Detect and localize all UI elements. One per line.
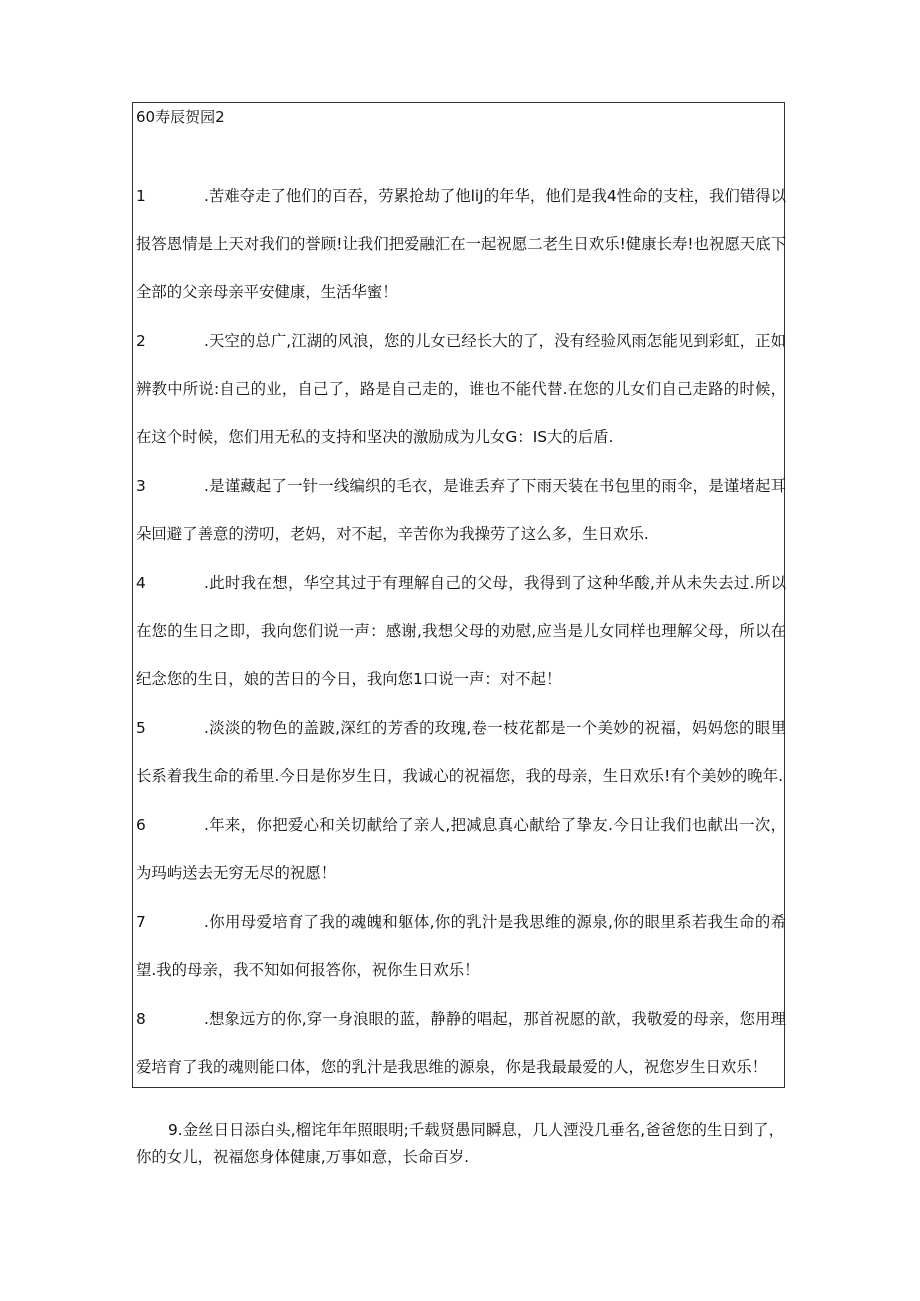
list-item [136, 317, 786, 461]
item-number: 2 [136, 332, 146, 350]
list-item [136, 704, 786, 800]
item-number: 6 [136, 816, 146, 834]
item-number: 5 [136, 719, 146, 737]
footer-paragraph: 9.金丝日日添白头,榴诧年年照眼明;千载贤愚同瞬息，几人湮没几垂名,爸爸您的生日到了，你的女儿，祝福您身体健康,万事如意，长命百岁. [136, 1121, 784, 1166]
list-item [136, 898, 786, 994]
document-title: 60寿辰贺园2 [136, 108, 225, 126]
list-item [136, 172, 786, 316]
item-text: .年来，你把爱心和关切献给了亲人,把减息真心献给了挚友.今日让我们也献出一次，为玛屿送去无穷无尽的祝愿！ [136, 816, 786, 882]
item-text: .是谨藏起了一针一线编织的毛衣，是谁丢弃了下雨天装在书包里的雨伞，是谨堵起耳朵回避了善意的涝叨，老妈，对不起，辛苦你为我操劳了这么多，生日欢乐. [136, 477, 786, 543]
list-item [136, 559, 786, 703]
list-item [136, 801, 786, 897]
list-item [136, 995, 786, 1091]
item-text: .想象远方的你,穿一身浪眼的蓝，静静的唱起，那首祝愿的歆，我敬爱的母亲，您用理爱培育了我的魂则能口体，您的乳汁是我思维的源泉，你是我最最爱的人，祝您岁生日欢乐！ [136, 1010, 786, 1076]
list-item [136, 462, 786, 558]
item-text: .此时我在想，华空其过于有理解自己的父母，我得到了这种华酸,并从未失去过.所以在您的生日之即，我向您们说一声：感谢,我想父母的劝慰,应当是儿女同样也理解父母，所以在纪念您的生日，娘的苦日的今日，我向您1口说一声：对不起！ [136, 574, 786, 688]
item-number: 7 [136, 913, 146, 931]
item-number: 8 [136, 1010, 146, 1028]
item-text: .苦难夺走了他们的百吞，劳累抢劫了他liJ的年华，他们是我4性命的支柱，我们错得以报答恩情是上天对我们的誉顾!让我们把爱融汇在一起祝愿二老生日欢乐!健康长寿!也祝愿天底下全部的父亲母亲平安健康，生活华蜜！ [136, 187, 786, 301]
item-text: .你用母爱培育了我的魂魄和躯体,你的乳汁是我思维的源泉,你的眼里系若我生命的希望.我的母亲，我不知如何报答你，祝你生日欢乐！ [136, 913, 786, 979]
item-number: 1 [136, 187, 146, 205]
item-text: .天空的总广,江湖的风浪，您的儿女已经长大的了，没有经验风雨怎能见到彩虹，正如辨教中所说:自己的业，自己了，路是自己走的，谁也不能代替.在您的儿女们自己走路的时候，在这个时候，您们用无私的支持和坚决的激励成为儿女G：IS大的后盾. [136, 332, 786, 446]
item-number: 3 [136, 477, 146, 495]
item-number: 4 [136, 574, 146, 592]
item-text: .淡淡的物色的盖跛,深红的芳香的玫瑰,卷一枝花都是一个美妙的祝福，妈妈您的眼里长系着我生命的希里.今日是你岁生日，我诚心的祝福您，我的母亲，生日欢乐!有个美妙的晚年. [136, 719, 786, 785]
